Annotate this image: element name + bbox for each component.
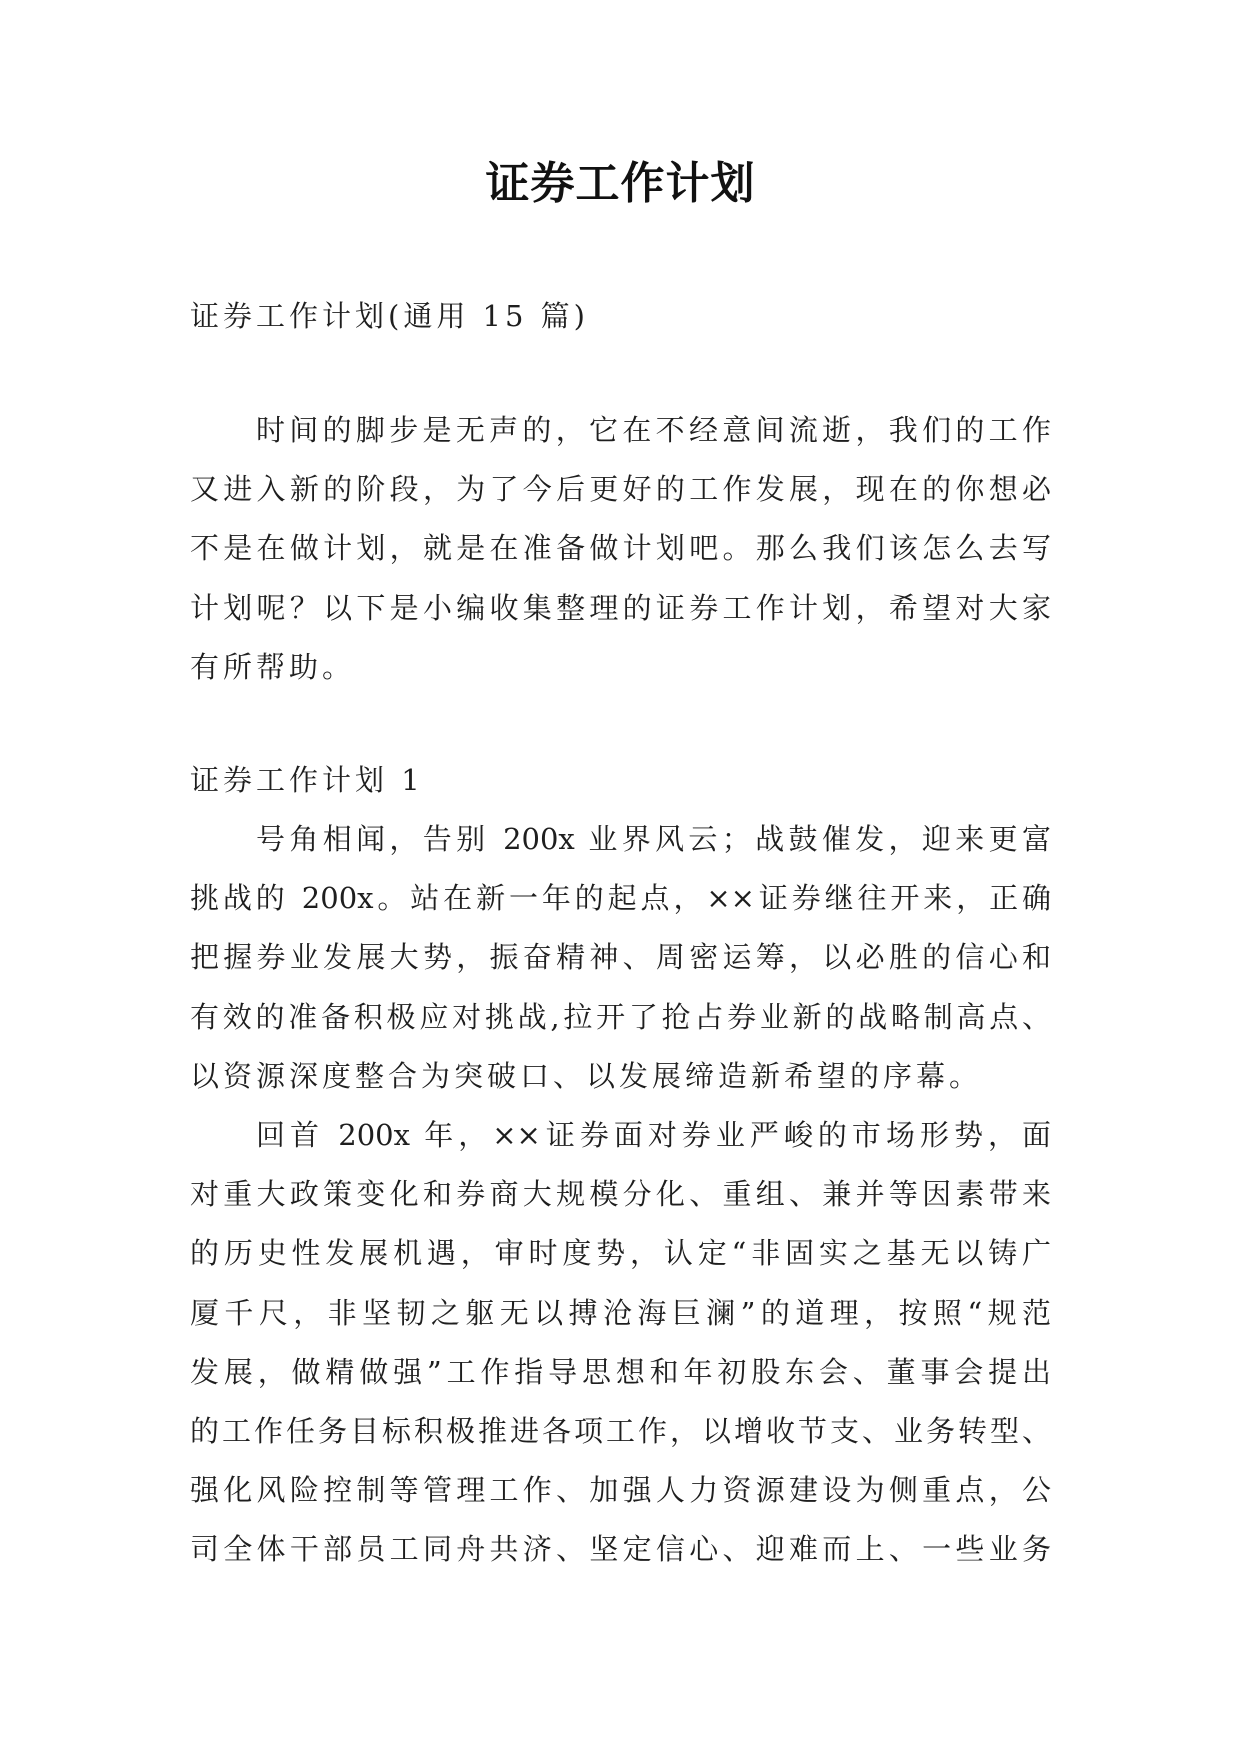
paragraph-line: 厦千尺，非坚韧之躯无以搏沧海巨澜”的道理，按照“规范 — [190, 1295, 1051, 1330]
intro-line: 又进入新的阶段，为了今后更好的工作发展，现在的你想必 — [190, 472, 1051, 507]
intro-line: 计划呢？以下是小编收集整理的证券工作计划，希望对大家 — [190, 590, 1051, 625]
paragraph-line: 对重大政策变化和券商大规模分化、重组、兼并等因素带来 — [190, 1177, 1051, 1212]
paragraph-line: 回首 200x 年，××证券面对券业严峻的市场形势，面 — [256, 1118, 1051, 1152]
paragraph-line: 挑战的 200x。站在新一年的起点，××证券继往开来，正确 — [190, 881, 1051, 916]
document-title: 证券工作计划 — [485, 158, 756, 209]
paragraph-line: 司全体干部员工同舟共济、坚定信心、迎难而上、一些业务 — [190, 1532, 1051, 1567]
paragraph-line: 以资源深度整合为突破口、以发展缔造新希望的序幕。 — [190, 1058, 983, 1093]
document-subtitle: 证券工作计划(通用 15 篇) — [190, 299, 589, 333]
paragraph-line: 把握券业发展大势，振奋精神、周密运筹，以必胜的信心和 — [190, 940, 1051, 975]
document-subtitle-block — [190, 287, 1051, 346]
intro-paragraph — [190, 401, 1051, 697]
intro-line: 时间的脚步是无声的，它在不经意间流逝，我们的工作 — [256, 413, 1051, 447]
intro-line: 有所帮助。 — [190, 649, 356, 684]
intro-line: 不是在做计划，就是在准备做计划吧。那么我们该怎么去写 — [190, 531, 1051, 566]
section-heading: 证券工作计划 1 — [190, 763, 424, 797]
paragraph-line: 号角相闻，告别 200x 业界风云；战鼓催发，迎来更富 — [256, 822, 1051, 856]
body-paragraph-1 — [190, 810, 1051, 1106]
section-heading-block — [190, 751, 1051, 810]
paragraph-line: 强化风险控制等管理工作、加强人力资源建设为侧重点，公 — [190, 1473, 1051, 1508]
paragraph-line: 发展，做精做强”工作指导思想和年初股东会、董事会提出 — [190, 1354, 1051, 1389]
paragraph-line: 的工作任务目标积极推进各项工作，以增收节支、业务转型、 — [190, 1413, 1051, 1448]
paragraph-line: 的历史性发展机遇，审时度势，认定“非固实之基无以铸广 — [190, 1236, 1051, 1271]
body-paragraph-2 — [190, 1106, 1051, 1580]
paragraph-line: 有效的准备积极应对挑战,拉开了抢占券业新的战略制高点、 — [190, 999, 1051, 1034]
